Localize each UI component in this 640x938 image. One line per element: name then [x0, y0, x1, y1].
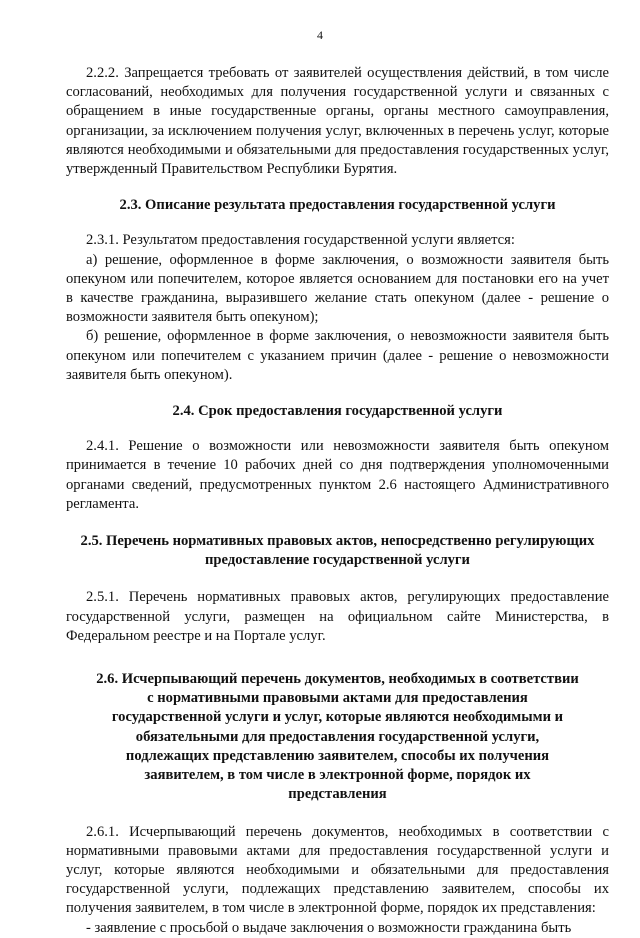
section-heading-2-6: 2.6. Исчерпывающий перечень документов, необходимых в соответствии с нормативными правовыми актами для предоставления государственной услуги и услуг, которые являются необходимыми и обязательными для предоставления государственной услуги, подлежащих представлению заявителем, способы их получения заявителем, в том числе в электронной форме, порядок их представления: [96, 671, 579, 803]
section-heading-2-5: 2.5. Перечень нормативных правовых актов, непосредственно регулирующих предоставление государственной услуги: [80, 533, 595, 569]
document-body: [66, 64, 609, 938]
paragraph-2-3-1-b: б) решение, оформленное в форме заключения, о невозможности заявителя быть опекуном или попечителем с указанием причин (далее - решение о невозможности заявителя быть опекуном).: [66, 328, 609, 383]
paragraph-2-6-1-item: - заявление с просьбой о выдаче заключения о возможности гражданина быть: [86, 919, 572, 936]
paragraph-2-5-1: 2.5.1. Перечень нормативных правовых актов, регулирующих предоставление государственной услуги, размещен на официальном сайте Министерства, в Федеральном реестре и на Портале услуг.: [66, 589, 609, 644]
paragraph-2-3-1: 2.3.1. Результатом предоставления государственной услуги является:: [86, 232, 515, 249]
section-heading-2-4: 2.4. Срок предоставления государственной услуги: [172, 403, 503, 420]
paragraph-2-4-1: 2.4.1. Решение о возможности или невозможности заявителя быть опекуном принимается в течение 10 рабочих дней со дня подтверждения уполномоченными органами сведений, предусмотренных пунктом 2.6 настоящего Административного регламента.: [66, 438, 609, 512]
paragraph-2-6-1: 2.6.1. Исчерпывающий перечень документов, необходимых в соответствии с нормативными правовыми актами для предоставления государственной услуги и услуг, которые являются необходимыми и обязательными для предоставления государственной услуги, подлежащих представлению заявителем, способы их получения заявителем, в том числе в электронной форме, порядок их представления:: [66, 823, 609, 917]
page-number: 4: [317, 28, 323, 42]
paragraph-2-2-2: 2.2.2. Запрещается требовать от заявителей осуществления действий, в том числе согласований, необходимых для получения государственной услуги и связанных с обращением в иные государственные органы, органы местного самоуправления, организации, за исключением получения услуг, включенных в перечень услуг, которые являются необходимыми и обязательными для предоставления государственных услуг, утвержденный Правительством Республики Бурятия.: [66, 65, 609, 178]
section-heading-2-3: 2.3. Описание результата предоставления государственной услуги: [119, 197, 556, 214]
paragraph-2-3-1-a: а) решение, оформленное в форме заключения, о возможности заявителя быть опекуном или попечителем, которое является основанием для постановки его на учет в качестве гражданина, выразившего желание стать опекуном (далее - решение о возможности заявителя быть опекуном);: [66, 251, 609, 326]
